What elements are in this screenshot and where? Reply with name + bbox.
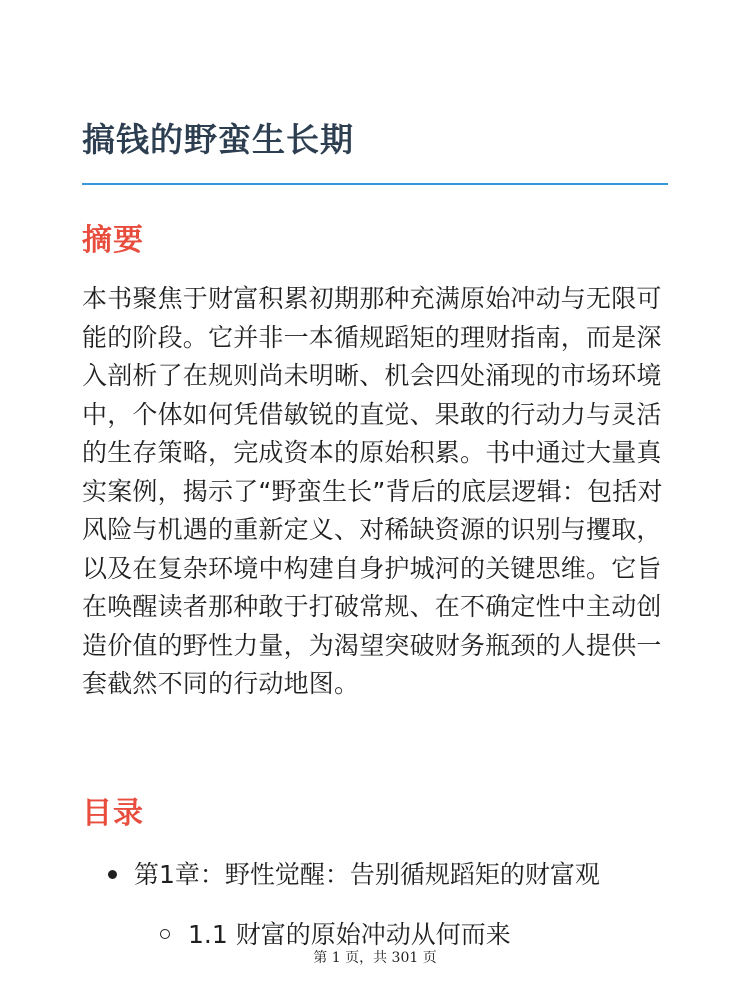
toc-item-label: 1.1 财富的原始冲动从何而来 bbox=[188, 920, 511, 949]
bullet-circle-icon bbox=[160, 929, 170, 939]
title-divider bbox=[82, 183, 668, 185]
toc-heading: 目录 bbox=[82, 796, 144, 831]
abstract-paragraph: 本书聚焦于财富积累初期那种充满原始冲动与无限可能的阶段。它并非一本循规蹈矩的理财指南，而是深入剖析了在规则尚未明晰、机会四处涌现的市场环境中，个体如何凭借敏锐的直觉、果敢的行动力与灵活的生存策略，完成资本的原始积累。书中通过大量真实案例，揭示了“野蛮生长”背后的底层逻辑：包括对风险与机遇的重新定义、对稀缺资源的识别与攫取，以及在复杂环境中构建自身护城河的关键思维。它旨在唤醒读者那种敢于打破常规、在不确定性中主动创造价值的野性力量，为渴望突破财务瓶颈的人提供一套截然不同的行动地图。 bbox=[82, 284, 663, 698]
document-title: 搞钱的野蛮生长期 bbox=[82, 120, 354, 159]
page-number-footer: 第 1 页，共 301 页 bbox=[313, 950, 437, 966]
toc-item-label: 第1章：野性觉醒：告别循规蹈矩的财富观 bbox=[134, 860, 600, 889]
bullet-disc-icon bbox=[108, 870, 117, 879]
toc-item-chapter-1[interactable] bbox=[108, 857, 600, 893]
abstract-heading: 摘要 bbox=[82, 223, 144, 258]
